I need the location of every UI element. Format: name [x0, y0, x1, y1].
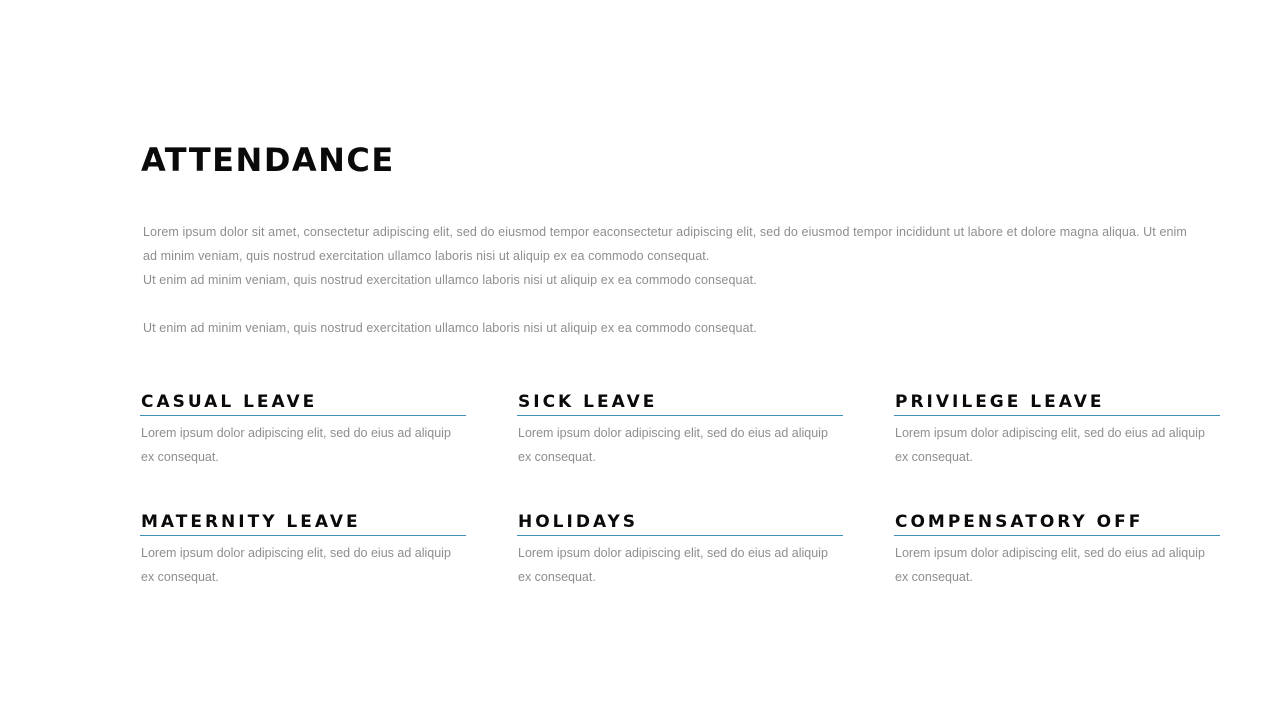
card-holidays — [517, 508, 843, 589]
card-privilege-leave — [894, 388, 1220, 469]
card-description: Lorem ipsum dolor adipiscing elit, sed do eius ad aliquip ex consequat. — [895, 426, 1205, 464]
intro-paragraph-2: Ut enim ad minim veniam, quis nostrud exercitation ullamco laboris nisi ut aliquip ex ea commodo consequat. — [143, 273, 757, 287]
card-description: Lorem ipsum dolor adipiscing elit, sed do eius ad aliquip ex consequat. — [141, 426, 451, 464]
intro-paragraph-1: Lorem ipsum dolor sit amet, consectetur adipiscing elit, sed do eiusmod tempor eaconsectetur adipiscing elit, sed do eiusmod tempor incididunt ut labore et dolore magna aliqua. Ut enim ad minim veniam, quis nostrud exercitation ullamco laboris nisi ut aliquip ex ea commodo consequat. — [143, 225, 1187, 263]
card-description: Lorem ipsum dolor adipiscing elit, sed do eius ad aliquip ex consequat. — [518, 546, 828, 584]
card-title: COMPENSATORY OFF — [894, 508, 1220, 536]
card-title: SICK LEAVE — [517, 388, 843, 416]
leave-types-grid — [140, 388, 1222, 598]
page-title: ATTENDANCE — [141, 141, 395, 179]
card-sick-leave — [517, 388, 843, 469]
card-title: CASUAL LEAVE — [140, 388, 466, 416]
card-description: Lorem ipsum dolor adipiscing elit, sed do eius ad aliquip ex consequat. — [141, 546, 451, 584]
card-compensatory-off — [894, 508, 1220, 589]
card-description: Lorem ipsum dolor adipiscing elit, sed do eius ad aliquip ex consequat. — [895, 546, 1205, 584]
card-title: PRIVILEGE LEAVE — [894, 388, 1220, 416]
intro-text — [143, 220, 1203, 340]
intro-paragraph-3: Ut enim ad minim veniam, quis nostrud exercitation ullamco laboris nisi ut aliquip ex ea commodo consequat. — [143, 321, 757, 335]
card-casual-leave — [140, 388, 466, 469]
card-title: HOLIDAYS — [517, 508, 843, 536]
card-description: Lorem ipsum dolor adipiscing elit, sed do eius ad aliquip ex consequat. — [518, 426, 828, 464]
card-maternity-leave — [140, 508, 466, 589]
card-title: MATERNITY LEAVE — [140, 508, 466, 536]
